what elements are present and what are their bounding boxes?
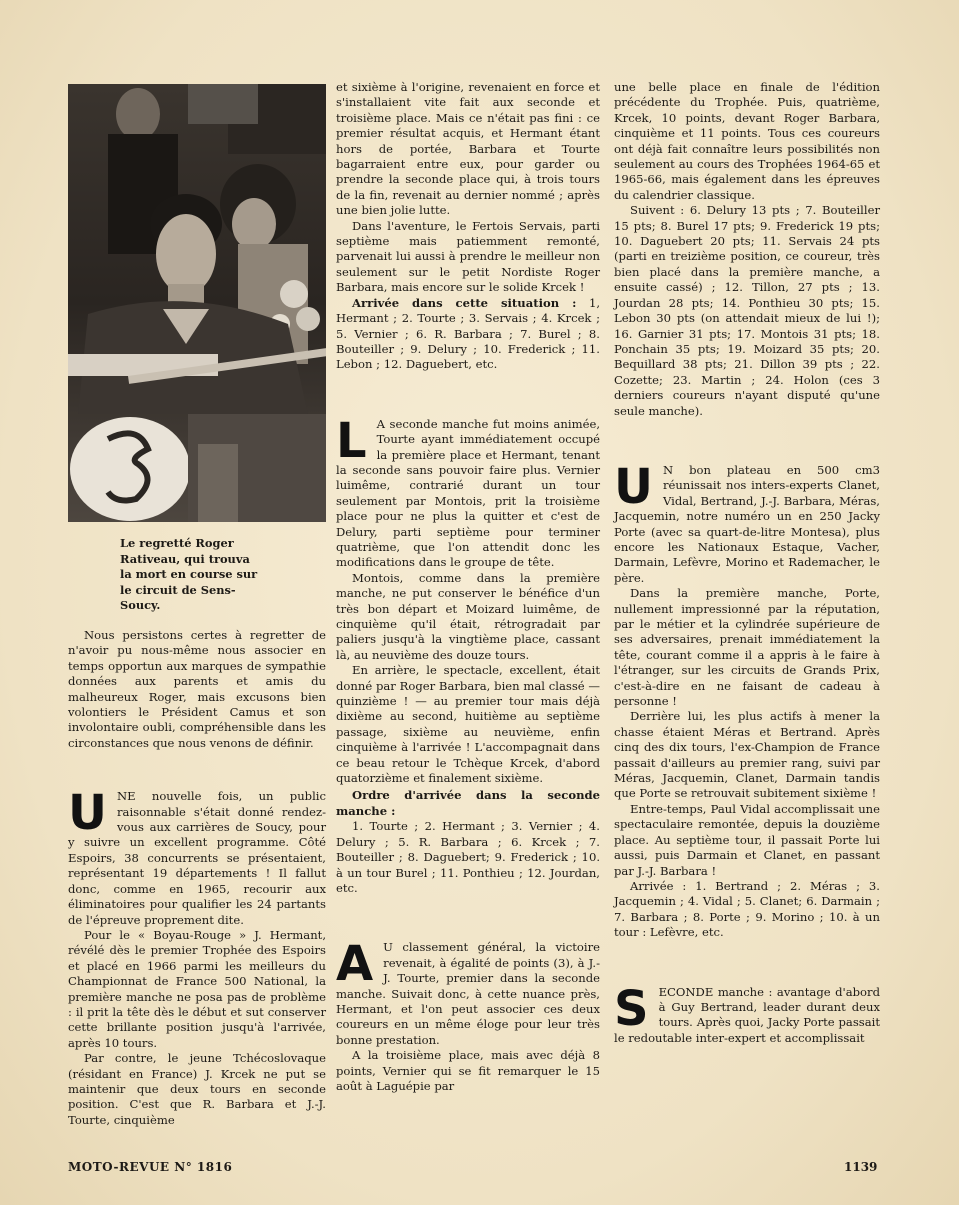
drop-cap-letter: U xyxy=(614,458,653,515)
paragraph: Suivent : 6. Delury 13 pts ; 7. Bouteiller 15 pts; 8. Burel 17 pts; 9. Frederick 19 pts; 10. Daguebert 20 pts; 11. Servais 24 pts (parti en treizième position, ce coureur, très bien placé dans la première manche, a ensuite cassé) ; 12. Tillon, 27 pts ; 13. Jourdan 28 pts; 14. Ponthieu 30 pts; 15. Lebon 30 pts (on attendait mieux de lui !); 16. Garnier 31 pts; 17. Montois 31 pts; 18. Ponchain 35 pts; 19. Moizard 35 pts; 20. Bequillard 38 pts; 21. Dillon 39 pts ; 22. Cozette; 23. Martin ; 24. Holon (ces 3 derniers coureurs n'ayant disputé qu'une seule manche). xyxy=(614,203,880,418)
paragraph: Dans la première manche, Porte, nullement impressionné par la réputation, par le métier et la cylindrée supérieure de ses adversaires, prenait immédiatement la tête, courant comme il a appris à le faire à l'étranger, sur les circuits de Grands Prix, c'est-à-dire en ne faisant de cadeau à personne ! xyxy=(614,586,880,709)
results-text: 1, Hermant ; 2. Tourte ; 3. Servais ; 4. Krcek ; 5. Vernier ; 6. R. Barbara ; 7. Burel ; 8. Bouteiller ; 9. Delury ; 10. Frederick ; 11. Lebon ; 12. Daguebert, etc. xyxy=(336,295,601,372)
paragraph-text: NE nouvelle fois, un public raisonnable s'était donné rendez-vous aux carrières de Soucy, pour y suivre un excellent programme. Côté Espoirs, 38 concurrents se présentaient, représentant 19 départements ! Il fallut donc, comme en 1965, recourir aux éliminatoires pour qualifier les 24 partants de l'épreuve proprement dite. xyxy=(68,789,326,927)
paragraph: et sixième à l'origine, revenaient en force et s'installaient vite fait aux seconde et troisième place. Mais ce n'était pas fini : ce premier résultat acquis, et Hermant étant hors de portée, Barbara et Tourte bagarraient entre eux, pour garder ou prendre la seconde place qui, à trois tours de la fin, revenait au dernier nommé ; après une bien jolie lutte. xyxy=(336,80,600,218)
paragraph-text: N bon plateau en 500 cm3 réunissait nos inters-experts Clanet, Vidal, Bertrand, J.-J. Barbara, Méras, Jacquemin, notre numéro un en 250 Jacky Porte (avec sa quart-de-litre Montesa), plus encore les Nationaux Estaque, Vacher, Darmain, Lefèvre, Morino et Rademacher, le père. xyxy=(614,462,880,585)
paragraph: Dans l'aventure, le Fertois Servais, parti septième mais patiemment remonté, parvenait lui aussi à prendre le meilleur non seulement sur le petit Nordiste Roger Barbara, mais encore sur le solide Krcek ! xyxy=(336,218,600,295)
results-text: 1. Tourte ; 2. Hermant ; 3. Vernier ; 4. Delury ; 5. R. Barbara ; 6. Krcek ; 7. Bouteiller ; 8. Daguebert; 9. Frederick ; 10. à un tour Burel ; 11. Ponthieu ; 12. Jourdan, etc. xyxy=(336,819,600,895)
drop-cap-letter: L xyxy=(336,412,367,469)
paragraph-dropcap xyxy=(336,412,600,571)
column-3 xyxy=(614,80,880,1046)
paragraph: Montois, comme dans la première manche, ne put conserver le bénéfice d'un très bon départ et Moizard luimême, de cinquième qu'il était, rétrogradait par paliers jusqu'à la vingtième place, cassant là, au neuvième des douze tours. xyxy=(336,570,600,662)
paragraph-text: ECONDE manche : avantage d'abord à Guy Bertrand, leader durant deux tours. Après quoi, Jacky Porte passait le redoutable inter-expert et accomplissait xyxy=(614,984,880,1045)
results-paragraph xyxy=(336,296,600,373)
paragraph-dropcap xyxy=(614,458,880,586)
paragraph-dropcap xyxy=(68,785,326,928)
results-text: Arrivée : 1. Bertrand ; 2. Méras ; 3. Jacquemin ; 4. Vidal ; 5. Clanet; 6. Darmain ; 7. Barbara ; 8. Porte ; 9. Morino ; 10. à un tour : Lefèvre, etc. xyxy=(614,878,880,940)
paragraph: Par contre, le jeune Tchécoslovaque (résidant en France) J. Krcek ne put se maintenir que deux tours en seconde position. C'est que R. Barbara et J.-J. Tourte, cinquième xyxy=(68,1051,326,1127)
page-number: 1139 xyxy=(844,1160,878,1174)
race-photo xyxy=(68,84,326,522)
drop-cap-letter: S xyxy=(614,980,649,1037)
column-2 xyxy=(336,80,600,1094)
paragraph-text: U classement général, la victoire revenait, à égalité de points (3), à J.-J. Tourte, premier dans la seconde manche. Suivait donc, à cette nuance près, Hermant, et l'on peut associer ces deux coureurs en un même éloge pour leur très bonne prestation. xyxy=(336,940,600,1047)
results-heading: Ordre d'arrivée dans la seconde manche : xyxy=(336,788,600,818)
paragraph: une belle place en finale de l'édition précédente du Trophée. Puis, quatrième, Krcek, 10 points, devant Roger Barbara, cinquième et 11 points. Tous ces coureurs ont déjà fait connaître leurs possibilités non seulement au cours des Trophées 1964-65 et 1965-66, mais également dans les épreuves du calendrier classique. xyxy=(614,80,880,202)
paragraph: En arrière, le spectacle, excellent, était donné par Roger Barbara, bien mal classé — quinzième ! — au premier tour mais déjà dixième au second, huitième au septième passage, sixième au neuvième, enfin cinquième à l'arrivée ! L'accompagnait dans ce beau retour le Tchèque Krcek, d'abord quatorzième et finalement sixième. xyxy=(336,663,600,786)
paragraph-dropcap xyxy=(614,980,880,1047)
drop-cap-letter: U xyxy=(68,785,107,842)
paragraph: Pour le « Boyau-Rouge » J. Hermant, révélé dès le premier Trophée des Espoirs et placé en 1966 parmi les meilleurs du Championnat de France 500 National, la première manche ne posa pas de problème : il prit la tête dès le début et sut conserver cette brillante position jusqu'à l'arrivée, après 10 tours. xyxy=(68,927,326,1050)
photo-caption: Le regretté Roger Rativeau, qui trouva la mort en course sur le circuit de Sens-Soucy. xyxy=(120,536,258,613)
photo-image xyxy=(68,84,326,522)
magazine-issue-footer: MOTO-REVUE N° 1816 xyxy=(68,1160,233,1174)
paragraph-dropcap xyxy=(336,936,600,1048)
drop-cap-letter: A xyxy=(336,936,374,993)
paragraph: Nous persistons certes à regretter de n'avoir pu nous-même nous associer en temps opportun aux marques de sympathie données aux parents et amis du malheureux Roger, mais excusons bien volontiers le Président Camus et son involontaire oubli, compréhensible dans les circonstances que nous venons de définir. xyxy=(68,628,326,750)
column-1 xyxy=(68,628,326,1128)
results-heading: Arrivée dans cette situation : xyxy=(352,295,577,310)
paragraph-text: A seconde manche fut moins animée, Tourte ayant immédiatement occupé la première place et Hermant, tenant la seconde sans pouvoir faire plus. Vernier luimême, contrarié durant un tour seulement par Montois, prit la troisième place pour ne plus la quitter et c'est de Delury, parti septième pour terminer quatrième, que l'on attendit donc les modifications dans le groupe de tête. xyxy=(336,416,600,570)
paragraph: Derrière lui, les plus actifs à mener la chasse étaient Méras et Bertrand. Après cinq des dix tours, l'ex-Champion de France passait d'ailleurs au premier rang, suivi par Méras, Jacquemin, Clanet, Darmain tandis que Porte se retrouvait subitement sixième ! xyxy=(614,709,880,801)
paragraph: A la troisième place, mais avec déjà 8 points, Vernier qui se fit remarquer le 15 août à Laguépie par xyxy=(336,1048,600,1093)
paragraph: Entre-temps, Paul Vidal accomplissait une spectaculaire remontée, depuis la douzième place. Au septième tour, il passait Porte lui aussi, puis Darmain et Clanet, en passant par J.-J. Barbara ! xyxy=(614,801,880,878)
